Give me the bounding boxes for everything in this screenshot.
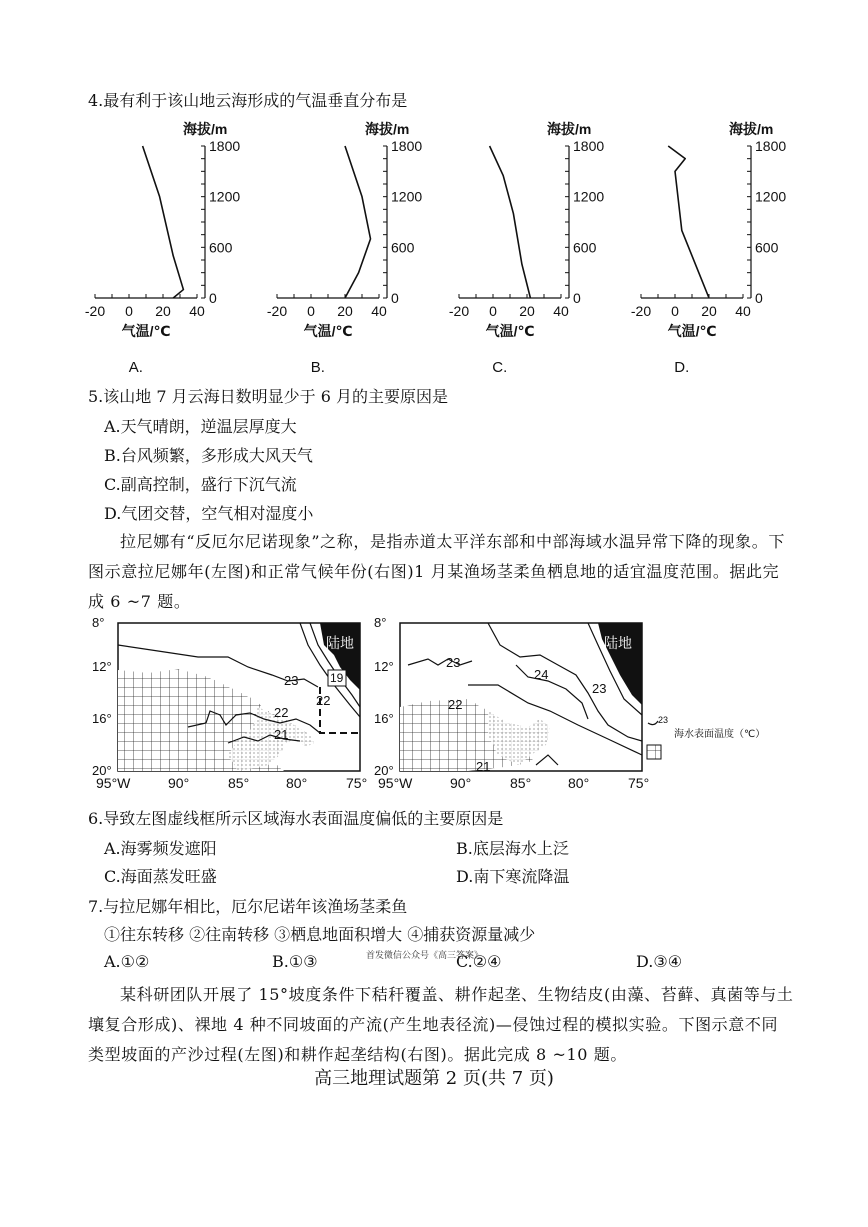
q5-option-a: A.天气晴朗，逆温层厚度大 <box>104 417 297 436</box>
x-tick-label-1-3: 40 <box>371 303 387 319</box>
q7-option-a: A.①② <box>104 952 150 971</box>
x-tick-label-3-0: -20 <box>630 303 652 319</box>
y-tick-label-1-3: 0 <box>391 290 399 306</box>
map-legend <box>647 721 661 759</box>
q5-option-c: C.副高控制，盛行下沉气流 <box>104 475 297 494</box>
legend-isotherm-value: 23 <box>658 715 669 725</box>
left-isotherm-23: 23 <box>284 673 299 688</box>
q7-items: ①往东转移 ②往南转移 ③栖息地面积增大 ④捕获资源量减少 <box>104 925 536 944</box>
y-tick-label-2-3: 0 <box>573 290 581 306</box>
lat-16-right: 16° <box>374 711 394 726</box>
q7-option-b: B.①③ <box>272 952 318 971</box>
lon-80-right: 80° <box>568 775 590 791</box>
left-isotherm-22b: 22 <box>316 693 331 708</box>
lon-75: 75° <box>346 775 368 791</box>
lon-85-right: 85° <box>510 775 532 791</box>
x-tick-label-1-2: 20 <box>337 303 353 319</box>
lat-12-right: 12° <box>374 659 394 674</box>
x-tick-label-1-1: 0 <box>307 303 315 319</box>
right-isotherm-22: 22 <box>448 697 463 712</box>
q5-stem: 5.该山地 7 月云海日数明显少于 6 月的主要原因是 <box>88 387 448 406</box>
lon-95w: 95°W <box>96 775 131 791</box>
q6-option-c: C.海面蒸发旺盛 <box>104 867 217 886</box>
lon-80: 80° <box>286 775 308 791</box>
y-axis-label-2: 海拔/m <box>547 121 592 137</box>
fishery-maps <box>88 615 788 795</box>
option-label-2: C. <box>492 359 508 376</box>
lat-12: 12° <box>92 659 112 674</box>
temperature-profile-line-1 <box>345 146 371 298</box>
x-tick-label-3-2: 20 <box>701 303 717 319</box>
right-isotherm-23b: 23 <box>592 681 607 696</box>
q6-stem: 6.导致左图虚线框所示区域海水表面温度偏低的主要原因是 <box>88 809 504 828</box>
q5-option-d: D.气团交替，空气相对湿度小 <box>104 504 314 523</box>
x-axis-label-0: 气温/℃ <box>121 323 171 339</box>
y-tick-label-0-3: 0 <box>209 290 217 306</box>
q4-charts <box>0 110 868 380</box>
fishery-maps-svg <box>88 615 788 795</box>
q7-option-c: C.②④ <box>456 952 502 971</box>
x-tick-label-2-1: 0 <box>489 303 497 319</box>
right-land-label: 陆地 <box>604 635 632 651</box>
q5-option-b: B.台风频繁，多形成大风天气 <box>104 446 313 465</box>
page-footer: 高三地理试题第 2 页(共 7 页) <box>314 1068 554 1089</box>
left-isotherm-22a: 22 <box>274 705 289 720</box>
y-axis-label-1: 海拔/m <box>365 121 410 137</box>
x-tick-label-2-2: 20 <box>519 303 535 319</box>
y-tick-label-3-2: 600 <box>755 239 779 256</box>
x-tick-label-2-0: -20 <box>448 303 470 319</box>
intro-6-7: 拉尼娜有“反厄尔尼诺现象”之称，是指赤道太平洋东部和中部海域水温异常下降的现象。下图示意拉尼娜年(左图)和正常气候年份(右图)1 月某渔场茎柔鱼栖息地的适宜温度范围。据此完成 6 ~7 题。 <box>88 532 785 611</box>
temperature-profile-line-0 <box>143 146 184 298</box>
y-tick-label-0-0: 1800 <box>209 138 241 154</box>
lon-85: 85° <box>228 775 250 791</box>
q6-option-b: B.底层海水上泛 <box>456 839 569 858</box>
right-isotherm-21: 21 <box>476 759 491 774</box>
q7-stem: 7.与拉尼娜年相比，厄尔尼诺年该渔场茎柔鱼 <box>88 897 408 916</box>
option-label-0: A. <box>128 359 143 376</box>
y-tick-label-2-1: 1200 <box>573 188 605 205</box>
q7-option-d: D.③④ <box>636 952 683 971</box>
x-tick-label-2-3: 40 <box>553 303 569 319</box>
lat-20-right: 20° <box>374 763 394 778</box>
y-tick-label-1-0: 1800 <box>391 138 423 154</box>
lat-8-right: 8° <box>374 615 387 630</box>
x-tick-label-0-1: 0 <box>125 303 133 319</box>
x-axis-label-3: 气温/℃ <box>667 323 717 339</box>
left-isotherm-21: 21 <box>274 727 289 742</box>
legend-isotherm-text: 海水表面温度（℃） <box>674 729 766 740</box>
lat-20: 20° <box>92 763 112 778</box>
lat-8: 8° <box>92 615 105 630</box>
x-tick-label-3-1: 0 <box>671 303 679 319</box>
lon-95w-right: 95°W <box>378 775 413 791</box>
y-tick-label-1-2: 600 <box>391 239 415 256</box>
lon-90: 90° <box>168 775 190 791</box>
q6-option-d: D.南下寒流降温 <box>456 867 570 886</box>
right-isotherm-23a: 23 <box>446 655 461 670</box>
y-axis-label-3: 海拔/m <box>729 121 774 137</box>
left-land-label: 陆地 <box>326 635 354 651</box>
x-axis-label-2: 气温/℃ <box>485 323 535 339</box>
watermark: 首发微信公众号《高三答案》 <box>366 951 484 961</box>
x-tick-label-1-0: -20 <box>266 303 288 319</box>
intro-8-10: 某科研团队开展了 15°坡度条件下秸秆覆盖、耕作起垄、生物结皮(由藻、苔藓、真菌等与土壤复合形成)、裸地 4 种不同坡面的产流(产生地表径流)—侵蚀过程的模拟实验。下图示意不同类型坡面的产沙过程(左图)和耕作起垄结构(右图)。据此完成 8 ~10 题。 <box>88 985 794 1064</box>
lon-90-right: 90° <box>450 775 472 791</box>
lat-16: 16° <box>92 711 112 726</box>
y-tick-label-3-0: 1800 <box>755 138 787 154</box>
x-axis-label-1: 气温/℃ <box>303 323 353 339</box>
x-tick-label-3-3: 40 <box>735 303 751 319</box>
y-tick-label-1-1: 1200 <box>391 188 423 205</box>
option-label-3: D. <box>674 359 690 376</box>
y-axis-label-0: 海拔/m <box>183 121 228 137</box>
y-tick-label-3-1: 1200 <box>755 188 787 205</box>
x-tick-label-0-2: 20 <box>155 303 171 319</box>
left-isotherm-19: 19 <box>330 671 344 685</box>
temperature-profile-charts <box>0 110 868 380</box>
temperature-profile-line-3 <box>668 146 709 298</box>
y-tick-label-3-3: 0 <box>755 290 763 306</box>
option-label-1: B. <box>310 359 325 376</box>
y-tick-label-0-1: 1200 <box>209 188 241 205</box>
x-tick-label-0-3: 40 <box>189 303 205 319</box>
x-tick-label-0-0: -20 <box>84 303 106 319</box>
y-tick-label-0-2: 600 <box>209 239 233 256</box>
temperature-profile-line-2 <box>490 146 531 298</box>
lon-75-right: 75° <box>628 775 650 791</box>
q6-option-a: A.海雾频发遮阳 <box>104 839 217 858</box>
y-tick-label-2-2: 600 <box>573 239 597 256</box>
right-isotherm-24: 24 <box>534 667 549 682</box>
q4-stem: 4.最有利于该山地云海形成的气温垂直分布是 <box>88 91 408 110</box>
y-tick-label-2-0: 1800 <box>573 138 605 154</box>
